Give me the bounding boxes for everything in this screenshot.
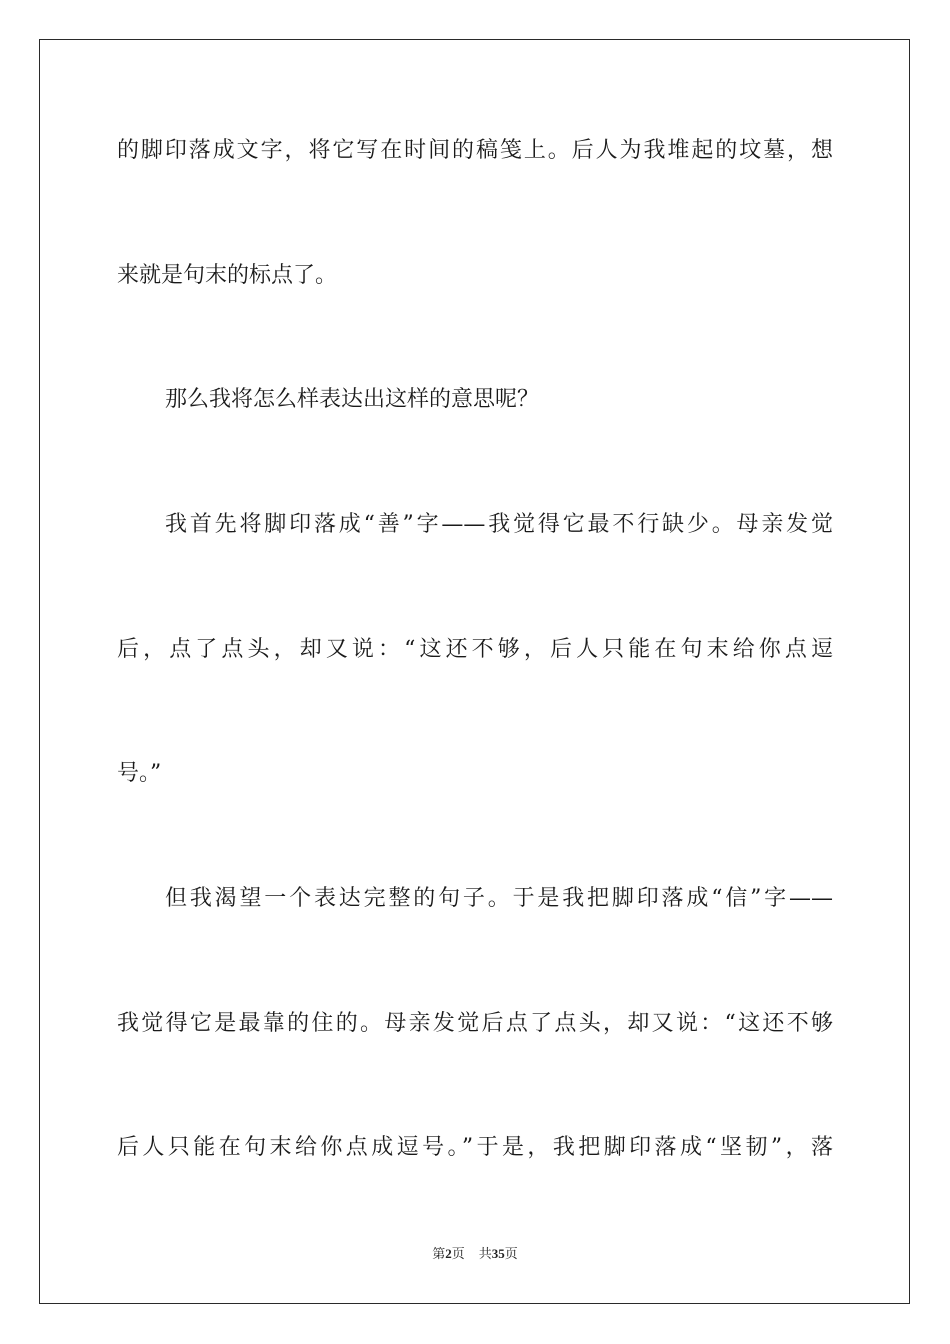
total-label-prefix: 共 xyxy=(478,1247,492,1262)
page-label-prefix: 第 xyxy=(432,1247,446,1262)
paragraph-line: 但我渴望一个表达完整的句子。于是我把脚印落成“信”字—— xyxy=(165,886,833,911)
page-number-footer xyxy=(0,1245,950,1264)
text-line: 号。” xyxy=(117,761,162,786)
text-line: 后，点了点头，却又说：“这还不够，后人只能在句末给你点逗 xyxy=(117,637,833,662)
total-page-count: 35 xyxy=(491,1246,505,1261)
page-border xyxy=(39,39,910,1304)
paragraph-line: 我首先将脚印落成“善”字——我觉得它最不行缺少。母亲发觉 xyxy=(165,512,833,537)
text-line: 后人只能在句末给你点成逗号。”于是，我把脚印落成“坚韧”，落 xyxy=(117,1135,833,1160)
page-label-suffix: 页 xyxy=(451,1247,465,1262)
current-page-number: 2 xyxy=(445,1246,452,1261)
text-line: 我觉得它是最靠的住的。母亲发觉后点了点头，却又说：“这还不够 xyxy=(117,1011,833,1036)
text-line: 来就是句末的标点了。 xyxy=(117,263,338,288)
paragraph-line: 那么我将怎么样表达出这样的意思呢？ xyxy=(165,387,540,412)
text-line: 的脚印落成文字，将它写在时间的稿笺上。后人为我堆起的坟墓，想 xyxy=(117,138,833,163)
total-label-suffix: 页 xyxy=(504,1247,518,1262)
